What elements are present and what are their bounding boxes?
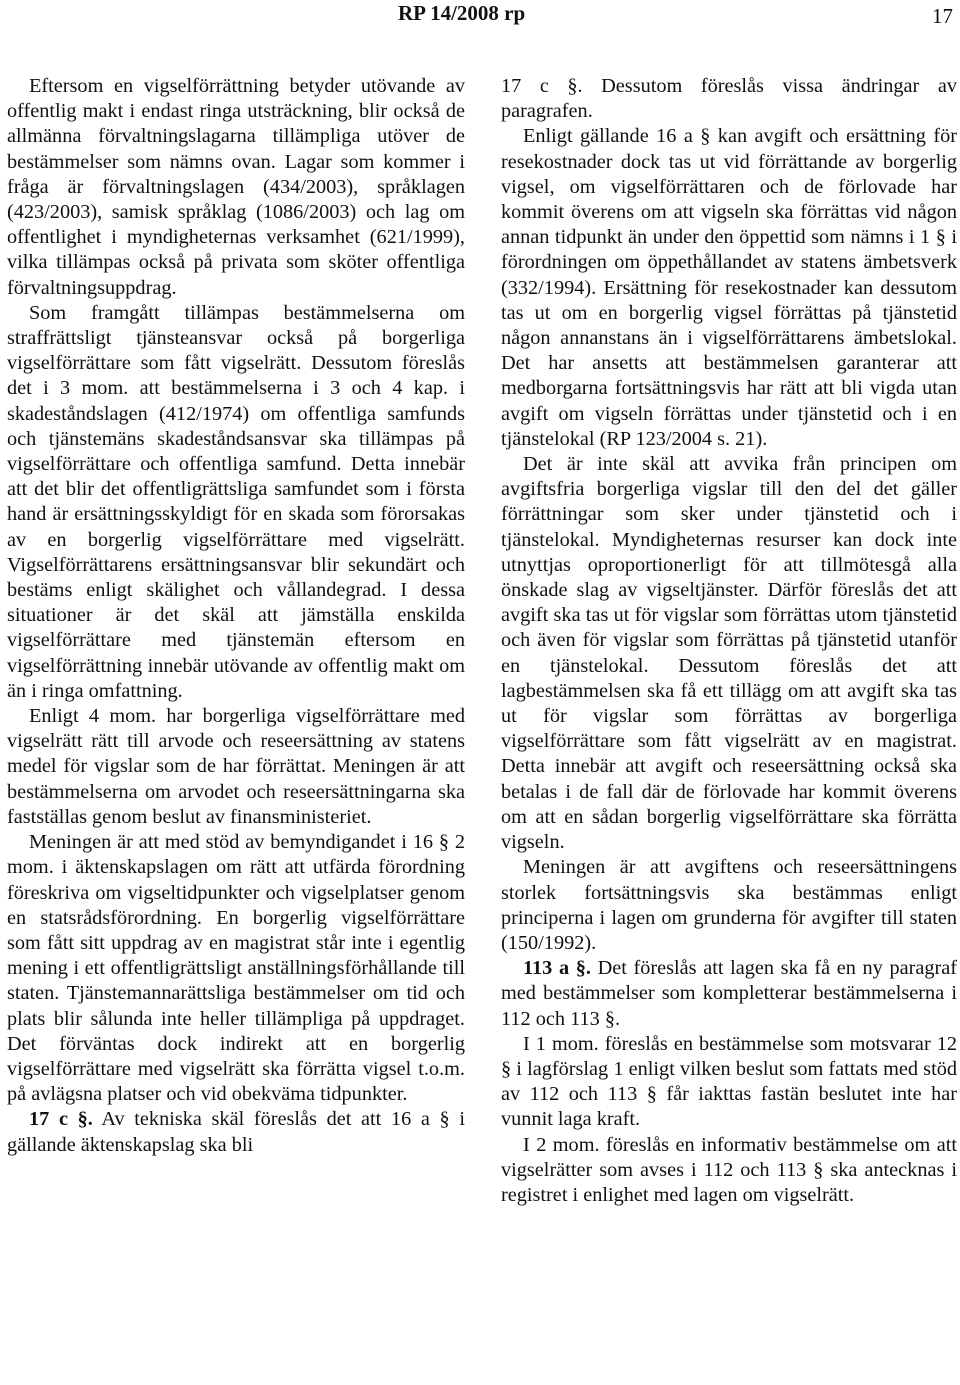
- paragraph: [7, 301, 465, 704]
- paragraph-text: Enligt gällande 16 a § kan avgift och ersättning för resekostnader dock tas ut vid förrättande av borgerlig vigsel, om vigselförrättaren och de förlovade har kommit överens om att vigseln ska förrättas vid någon annan tidpunkt än under den öppettid som nämns i 1 § i förordningen om öppethållandet av statens ämbetsverk (332/1994). Ersättning för resekostnader kan dessutom tas ut om en borgerlig vigsel förrättas på tjänstetid någon annanstans än i vigselförrättarens ämbetslokal. Det har ansetts att bestämmelsen garanterar att medborgarna fortsättningsvis har rätt att bli vigda utan avgift om vigseln förrättas under tjänstetid och i en tjänstelokal (RP 123/2004 s. 21).: [501, 125, 957, 450]
- page-header: [0, 0, 960, 28]
- paragraph: [501, 452, 957, 855]
- paragraph-text: I 1 mom. föreslås en bestämmelse som motsvarar 12 § i lagförslag 1 enligt vilken beslut som fattats med stöd av 112 och 113 § får iakttas fastän beslutet inte har vunnit laga kraft.: [501, 1032, 957, 1131]
- paragraph-text: Av tekniska skäl föreslås det att 16 a § i gällande äktenskapslag ska bli: [7, 1108, 465, 1156]
- paragraph: [501, 956, 957, 1032]
- left-column: [7, 74, 465, 1158]
- paragraph: [501, 74, 957, 124]
- paragraph: [7, 830, 465, 1107]
- paragraph: [7, 74, 465, 301]
- paragraph: [501, 124, 957, 452]
- paragraph: [501, 1133, 957, 1209]
- right-column: [501, 74, 957, 1208]
- paragraph-text: I 2 mom. föreslås en informativ bestämmelse om att vigselrätter som avses i 112 och 113 § ska antecknas i registret i enlighet med lagen om vigselrätt.: [501, 1133, 957, 1206]
- paragraph-text: Eftersom en vigselförrättning betyder utövande av offentlig makt i endast ringa utsträckning, blir också de allmänna förvaltningslagarna tillämpliga utöver de bestämmelser som nämns ovan. Lagar som kommer i fråga är förvaltningslagen (434/2003), språklagen (423/2003), samisk språklag (1086/2003) och lag om offentlighet i myndigheternas verksamhet (621/1999), vilka tillämpas också på privata som sköter offentliga förvaltningsuppdrag.: [7, 75, 465, 299]
- paragraph-text: 17 c §. Dessutom föreslås vissa ändringar av paragrafen.: [501, 75, 957, 123]
- paragraph: [501, 1032, 957, 1133]
- section-heading: 17 c §.: [29, 1108, 93, 1131]
- paragraph: [7, 704, 465, 830]
- section-heading: 113 a §.: [523, 957, 591, 980]
- paragraph: [7, 1107, 465, 1157]
- paragraph-text: Som framgått tillämpas bestämmelserna om straffrättsligt tjänsteansvar också på borgerliga vigselförrättare som fått vigselrätt. Dessutom föreslås det i 3 mom. att bestämmelserna i 3 och 4 kap. i skadeståndslagen (412/1974) om offentliga samfunds och tjänstemäns skadeståndsansvar ska tillämpas på vigselförrättare och offentliga samfund. Detta innebär att det blir det offentligrättsliga samfundet som i första hand är ersättningsskyldigt för en skada som förorsakas av en borgerlig vigselförrättare med vigselrätt. Vigselförrättarens ersättningsansvar blir sekundärt och bestäms enligt skälighet och vållandegrad. I dessa situationer är det skäl att jämställa enskilda vigselförrättare med tjänstemän eftersom en vigselförrättning innebär utövande av offentlig makt om än i ringa omfattning.: [7, 301, 465, 702]
- document-id: RP 14/2008 rp: [398, 1, 526, 25]
- paragraph: [501, 855, 957, 956]
- paragraph-text: Meningen är att avgiftens och reseersättningens storlek fortsättningsvis ska bestämmas enligt principerna i lagen om grunderna för avgifter till staten (150/1992).: [501, 856, 957, 954]
- paragraph-text: Det föreslås att lagen ska få en ny paragraf med bestämmelser som kompletterar bestämmelserna i 112 och 113 §.: [501, 957, 957, 1030]
- paragraph-text: Enligt 4 mom. har borgerliga vigselförrättare med vigselrätt rätt till arvode och reseersättning av statens medel för vigslar som de har förrättat. Meningen är att bestämmelserna om arvodet och reseersättningarna ska fastställas genom beslut av finansministeriet.: [7, 705, 465, 828]
- paragraph-text: Meningen är att med stöd av bemyndigandet i 16 § 2 mom. i äktenskapslagen om rätt att utfärda förordning föreskriva om vigseltidpunkter och vigselplatser genom en statsrådsförordning. En borgerlig vigselförrättare som fått sitt uppdrag av en magistrat står inte i egentlig mening i ett offentligrättsligt anställningsförhållande till staten. Tjänstemannarättsliga bestämmelser om tid och plats blir sålunda inte heller tillämpliga på uppdraget. Det förväntas dock indirekt att en borgerlig vigselförrättare med vigselrätt ska förrätta vigsel t.o.m. på avlägsna platser och vid obekväma tidpunkter.: [7, 831, 465, 1106]
- paragraph-text: Det är inte skäl att avvika från principen om avgiftsfria borgerliga vigslar till den del det gäller förrättningar som sker under tjänstetid och i tjänstelokal. Myndigheternas resurser kan dock inte utnyttjas oproportionerligt för att tillmötesgå alla önskade slag av vigseltjänster. Därför föreslås det att avgift ska tas ut för vigslar som förrättas utom tjänstetid och även för vigslar som förrättas på tjänstetid utanför en tjänstelokal. Dessutom föreslås det att lagbestämmelsen ska få ett tillägg om att avgift ska tas ut för vigslar som förrättas av borgerliga vigselförrättare som fått vigselrätt av en magistrat. Detta innebär att avgift och reseersättning också ska betalas i de fall där de förlovade har kommit överens om att en sådan borgerlig vigselförrättare ska förrätta vigseln.: [501, 453, 957, 854]
- page-number: 17: [932, 4, 953, 28]
